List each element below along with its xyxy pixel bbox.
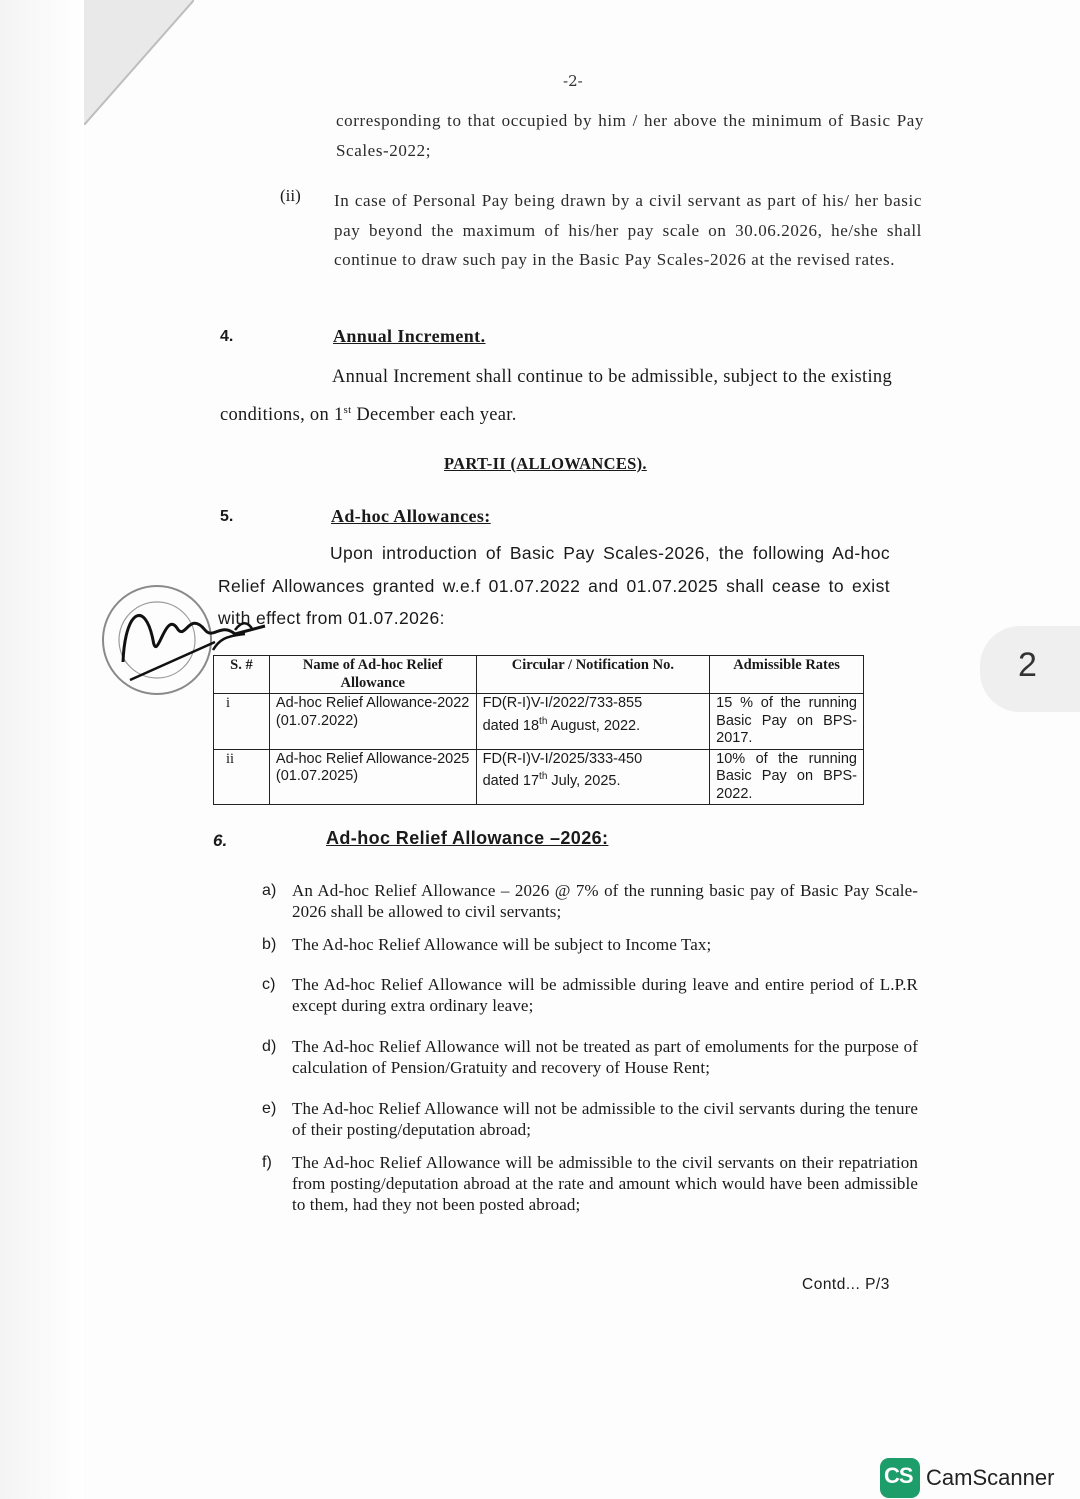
row-circular xyxy=(476,694,710,750)
item-text: The Ad-hoc Relief Allowance will not be admissible to the civil servants during the tenure of their posting/deputation abroad; xyxy=(292,1099,918,1139)
item-label: e) xyxy=(262,1100,277,1117)
row-rate: 10% of the running Basic Pay on BPS-2022. xyxy=(710,749,864,805)
list-item xyxy=(262,1152,918,1215)
item-label: c) xyxy=(262,976,276,993)
item-text: An Ad-hoc Relief Allowance – 2026 @ 7% of the running basic pay of Basic Pay Scale-2026 shall be allowed to civil servants; xyxy=(292,881,918,921)
circular-number: FD(R-I)V-I/2022/733-855 xyxy=(482,695,643,711)
item-text: The Ad-hoc Relief Allowance will be admissible to the civil servants on their repatriation from posting/deputation abroad at the rate and amount which would have been admissible to them, had they not been posted abroad; xyxy=(292,1153,918,1214)
section-5-number: 5. xyxy=(220,508,234,525)
page-indicator-number: 2 xyxy=(1018,646,1037,684)
header-rates: Admissible Rates xyxy=(710,656,864,694)
circular-date-sup: th xyxy=(539,771,548,782)
item-label: d) xyxy=(262,1038,277,1055)
section-4-paragraph xyxy=(220,361,892,432)
circular-number: FD(R-I)V-I/2025/333-450 xyxy=(482,750,643,767)
clause-ii-text: In case of Personal Pay being drawn by a civil servant as part of his/ her basic pay beyond the maximum of his/her pay scale on 30.06.2026, he/she shall continue to draw such pay in the Basic Pay Scales-2026 at the revised rates. xyxy=(334,191,922,269)
item-label: f) xyxy=(262,1154,272,1171)
section-4-text-part2: December each year. xyxy=(351,405,517,426)
item-text: The Ad-hoc Relief Allowance will be subject to Income Tax; xyxy=(292,935,712,954)
circular-date-sup: th xyxy=(539,715,548,727)
camscanner-name: CamScanner xyxy=(926,1465,1055,1490)
continuation-text: corresponding to that occupied by him / her above the minimum of Basic Pay Scales-2022; xyxy=(336,111,924,160)
page-fold-corner xyxy=(84,0,194,125)
part-2-heading: PART-II (ALLOWANCES). xyxy=(444,454,647,473)
circular-date: dated 17 xyxy=(482,772,540,789)
section-6-title: Ad-hoc Relief Allowance –2026: xyxy=(326,828,609,848)
list-item xyxy=(262,934,918,955)
section-4-text-part1: Annual Increment shall continue to be admissible, subject to the existing conditions, on 1 xyxy=(220,367,892,426)
adhoc-allowance-table xyxy=(213,655,864,805)
table-row xyxy=(214,749,864,805)
item-label: a) xyxy=(262,882,277,899)
section-5-text: Upon introduction of Basic Pay Scales-2026, the following Ad-hoc Relief Allowances granted w.e.f 01.07.2022 and 01.07.2025 shall cease to exist with effect from 01.07.2026: xyxy=(218,543,890,628)
section-5-paragraph xyxy=(218,537,890,635)
item-text: The Ad-hoc Relief Allowance will be admissible during leave and entire period of L.P.R except during extra ordinary leave; xyxy=(292,975,918,1015)
section-4-superscript: st xyxy=(343,404,352,416)
section-6-number: 6. xyxy=(213,831,228,850)
row-sn: i xyxy=(214,694,270,750)
item-label: b) xyxy=(262,936,277,953)
page-indicator-badge[interactable] xyxy=(980,626,1080,712)
circular-date-rest: August, 2022. xyxy=(547,717,641,734)
section-officer-stamp-signature xyxy=(95,570,275,710)
row-name: Ad-hoc Relief Allowance-2025 (01.07.2025) xyxy=(269,749,476,805)
camscanner-watermark xyxy=(880,1458,1054,1498)
header-sn: S. # xyxy=(214,656,270,694)
circular-date-rest: July, 2025. xyxy=(547,772,621,789)
circular-date: dated 18 xyxy=(482,717,540,734)
camscanner-logo-text: CS xyxy=(884,1463,913,1488)
clause-ii-label: (ii) xyxy=(280,186,301,205)
item-text: The Ad-hoc Relief Allowance will not be treated as part of emoluments for the purpose of calculation of Pension/Gratuity and recovery of House Rent; xyxy=(292,1037,918,1077)
list-item xyxy=(262,1036,918,1078)
page-number: -2- xyxy=(563,72,583,90)
row-sn: ii xyxy=(214,749,270,805)
continued-note: Contd... P/3 xyxy=(802,1276,890,1293)
list-item xyxy=(262,974,918,1016)
row-name: Ad-hoc Relief Allowance-2022 (01.07.2022) xyxy=(269,694,476,750)
section-6-items xyxy=(262,880,918,1215)
scan-left-margin xyxy=(0,0,84,1499)
header-name: Name of Ad-hoc Relief Allowance xyxy=(269,656,476,694)
section-5-title: Ad-hoc Allowances: xyxy=(331,506,491,526)
camscanner-logo-icon xyxy=(880,1458,920,1498)
list-item xyxy=(262,880,918,922)
row-circular xyxy=(476,749,710,805)
row-rate: 15 % of the running Basic Pay on BPS-2017. xyxy=(710,694,864,750)
table-row xyxy=(214,694,864,750)
section-4-number: 4. xyxy=(220,328,234,345)
header-circular: Circular / Notification No. xyxy=(476,656,710,694)
section-4-title: Annual Increment. xyxy=(333,326,486,346)
list-item xyxy=(262,1098,918,1140)
table-header-row xyxy=(214,656,864,694)
